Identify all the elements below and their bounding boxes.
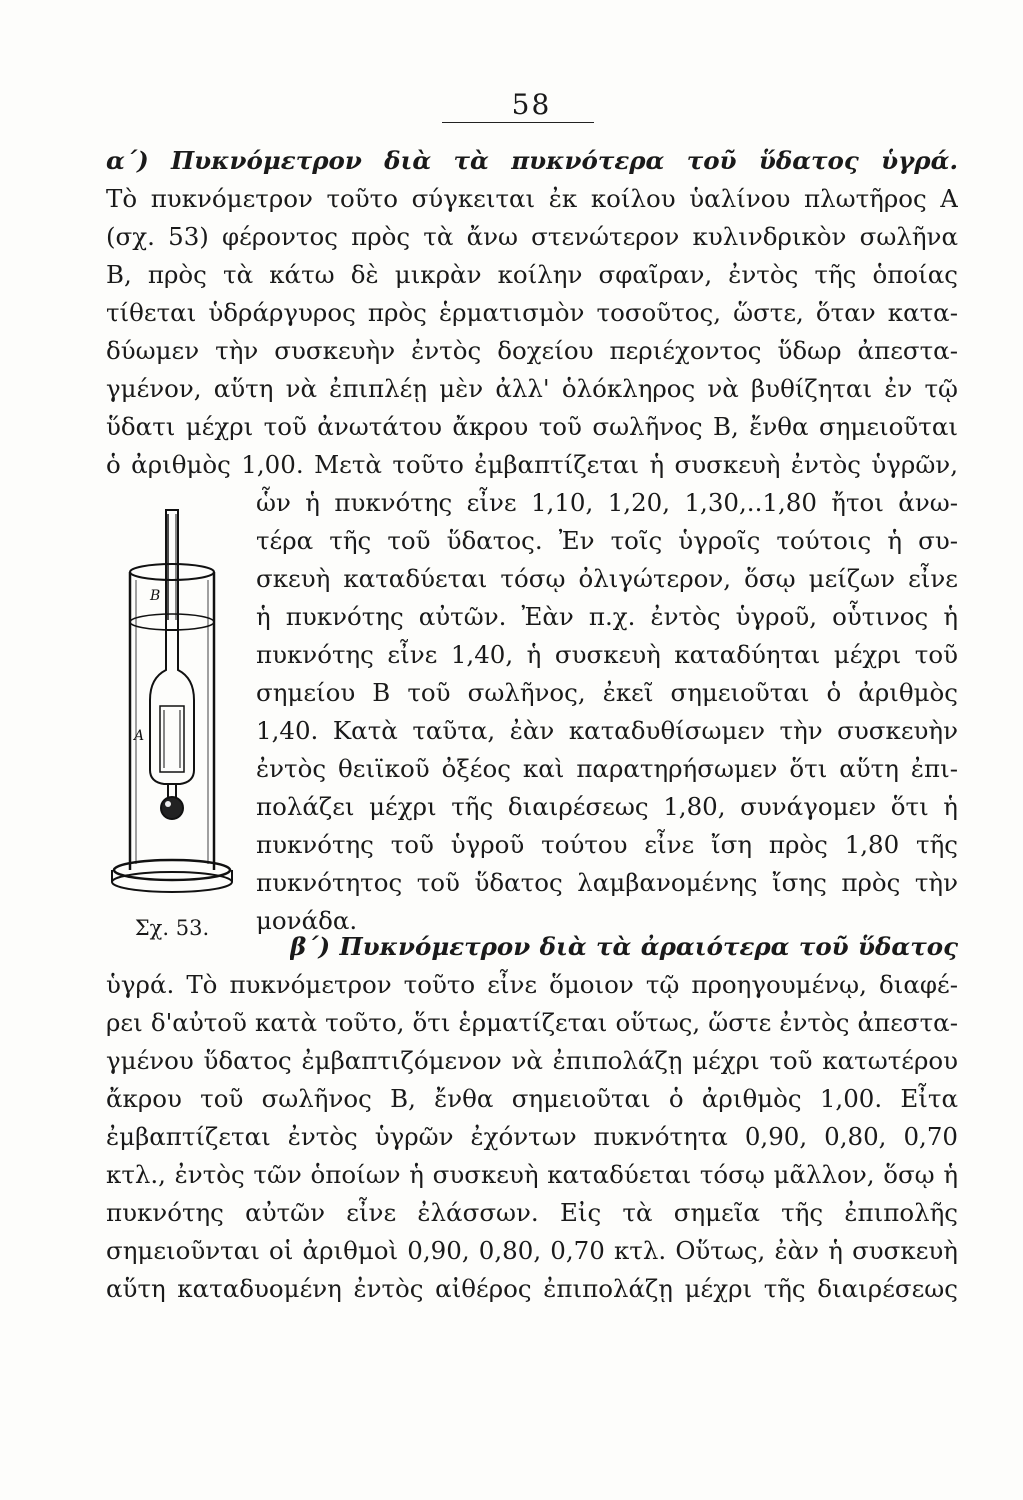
figure-caption: Σχ. 53. [134,916,210,940]
paragraph-line: Β, πρὸς τὰ κάτω δὲ μικρὰν κοίλην σφαῖραν, ἐντὸς τῆς ὁποίας [106,260,958,289]
section-a-side [256,484,958,940]
label-b: B [150,588,161,604]
paragraph-line: αὕτη καταδυομένη ἐντὸς αἰθέρος ἐπιπολάζῃ μέχρι τῆς διαιρέσεως [106,1274,958,1303]
figure-53 [104,500,240,940]
paragraph-line: ρει δ'αὐτοῦ κατὰ τοῦτο, ὅτι ἑρματίζεται οὕτως, ὥστε ἐντὸς ἀπεστα- [106,1008,958,1037]
paragraph-line: πυκνότητος τοῦ ὕδατος λαμβανομένης ἴσης πρὸς τὴν [256,868,958,897]
paragraph-line: ἐμβαπτίζεται ἐντὸς ὑγρῶν ἐχόντων πυκνότητα 0,90, 0,80, 0,70 [106,1122,958,1151]
paragraph-line: σκευὴ καταδύεται τόσῳ ὀλιγώτερον, ὅσῳ μείζων εἶνε [256,564,958,593]
paragraph-line: πυκνότης τοῦ ὑγροῦ τούτου εἶνε ἴση πρὸς 1,80 τῆς [256,830,958,859]
paragraph-line: ἡ πυκνότης αὐτῶν. Ἐὰν π.χ. ἐντὸς ὑγροῦ, οὗτινος ἡ [256,602,958,631]
paragraph-line: Τὸ πυκνόμετρον τοῦτο σύγκειται ἐκ κοίλου ὑαλίνου πλωτῆρος Α [106,184,958,213]
paragraph-line: πυκνότης εἶνε 1,40, ἡ συσκευὴ καταδύηται μέχρι τοῦ [256,640,958,669]
section-b-heading-block [290,928,958,966]
paragraph-line: δύωμεν τὴν συσκευὴν ἐντὸς δοχείου περιέχοντος ὕδωρ ἀπεστα- [106,336,958,365]
paragraph-line: 1,40. Κατὰ ταῦτα, ἐὰν καταδυθίσωμεν τὴν συσκευὴν [256,716,958,745]
paragraph-line: ὁ ἀριθμὸς 1,00. Μετὰ τοῦτο ἐμβαπτίζεται ἡ συσκευὴ ἐντὸς ὑγρῶν, [106,450,958,479]
paragraph-line: σημειοῦνται οἱ ἀριθμοὶ 0,90, 0,80, 0,70 κτλ. Οὕτως, ἐὰν ἡ συσκευὴ [106,1236,958,1265]
heading-b: β΄) Πυκνόμετρον διὰ τὰ ἀραιότερα τοῦ ὕδατος [290,932,958,961]
paragraph-line: σημείου Β τοῦ σωλῆνος, ἐκεῖ σημειοῦται ὁ ἀριθμὸς [256,678,958,707]
heading-a: α΄) Πυκνόμετρον διὰ τὰ πυκνότερα τοῦ ὕδατος ὑγρά. [106,146,958,175]
paragraph-line: (σχ. 53) φέροντος πρὸς τὰ ἄνω στενώτερον κυλινδρικὸν σωλῆνα [106,222,958,251]
paragraph-line: ἐντὸς θειϊκοῦ ὀξέος καὶ παρατηρήσωμεν ὅτι αὕτη ἐπι- [256,754,958,783]
page-number-rule [442,122,594,123]
paragraph-line: γμένον, αὕτη νὰ ἐπιπλέῃ μὲν ἀλλ' ὁλόκληρος νὰ βυθίζηται ἐν τῷ [106,374,958,403]
paragraph-line: γμένου ὕδατος ἐμβαπτιζόμενον νὰ ἐπιπολάζῃ μέχρι τοῦ κατωτέρου [106,1046,958,1075]
paragraph-line: τέρα τῆς τοῦ ὕδατος. Ἐν τοῖς ὑγροῖς τούτοις ἡ συ- [256,526,958,555]
section-a-full [106,142,958,484]
paragraph-line: ὑγρά. Τὸ πυκνόμετρον τοῦτο εἶνε ὅμοιον τῷ προηγουμένῳ, διαφέ- [106,970,958,999]
paragraph-line: πυκνότης αὐτῶν εἶνε ἐλάσσων. Εἰς τὰ σημεῖα τῆς ἐπιπολῆς [106,1198,958,1227]
paragraph-line: ἄκρου τοῦ σωλῆνος Β, ἔνθα σημειοῦται ὁ ἀριθμὸς 1,00. Εἶτα [106,1084,958,1113]
paragraph-line: τίθεται ὑδράργυρος πρὸς ἑρματισμὸν τοσοῦτος, ὥστε, ὅταν κατα- [106,298,958,327]
paragraph-line: μονάδα. [256,906,358,935]
paragraph-line: κτλ., ἐντὸς τῶν ὁποίων ἡ συσκευὴ καταδύεται τόσῳ μᾶλλον, ὅσῳ ἡ [106,1160,958,1189]
section-b [106,966,958,1308]
page-number: 58 [511,88,552,121]
label-a: A [134,728,145,744]
paragraph-line: πολάζει μέχρι τῆς διαιρέσεως 1,80, συνάγομεν ὅτι ἡ [256,792,958,821]
pycnometer-illustration [104,500,240,900]
paragraph-line: ὕδατι μέχρι τοῦ ἀνωτάτου ἄκρου τοῦ σωλῆνος Β, ἔνθα σημειοῦται [106,412,958,441]
paragraph-line: ὧν ἡ πυκνότης εἶνε 1,10, 1,20, 1,30,..1,80 ἤτοι ἀνω- [256,488,958,517]
